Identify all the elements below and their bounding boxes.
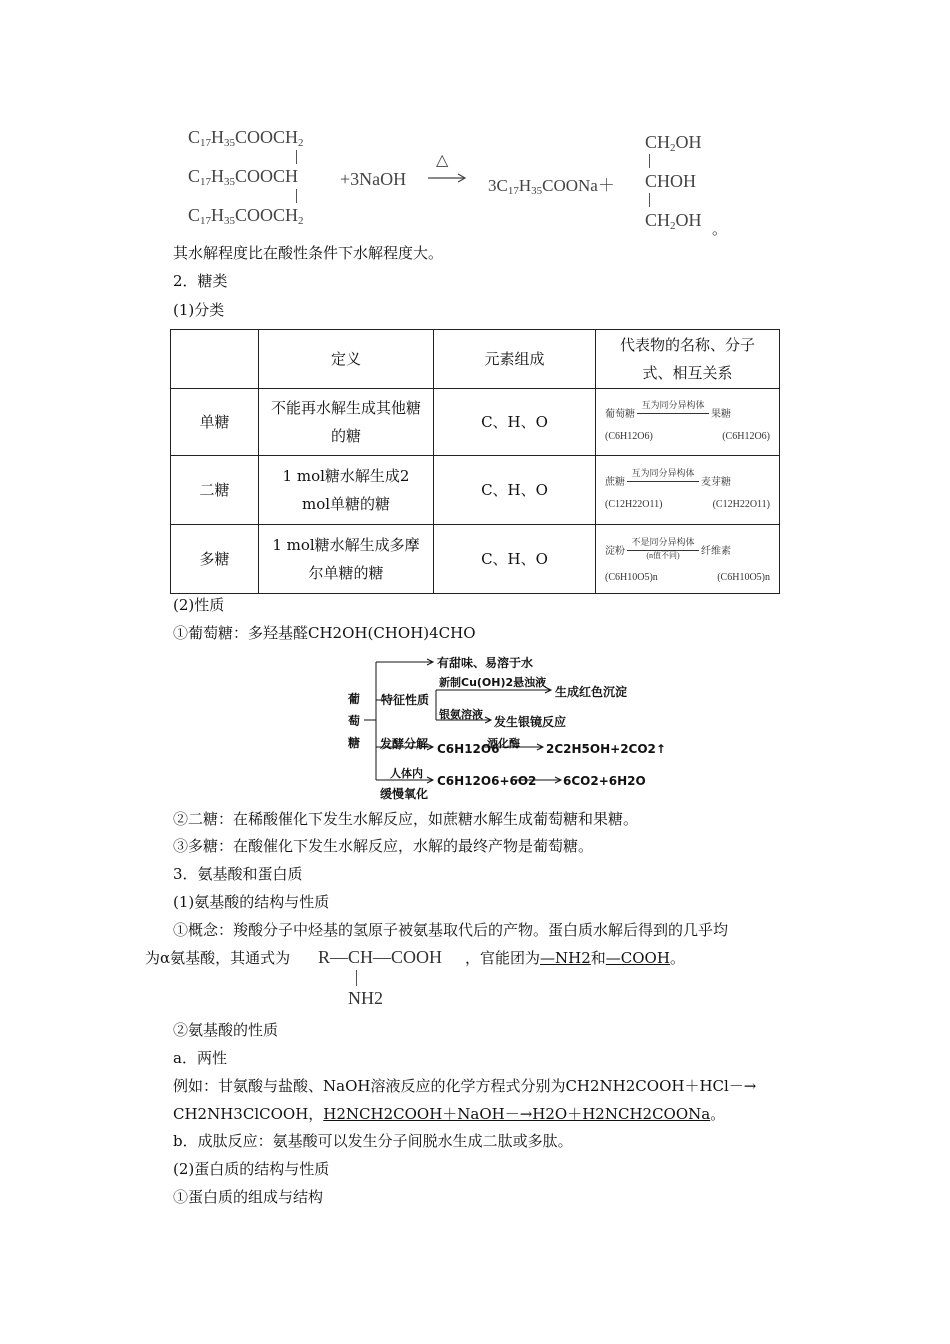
- hydrolysis-note: 其水解程度比在酸性条件下水解程度大。: [173, 244, 444, 262]
- section-3-1-heading: (1)氨基酸的结构与性质: [173, 893, 330, 911]
- example-line-1: 例如：甘氨酸与盐酸、NaOH溶液反应的化学方程式分别为CH2NH2COOH＋HCl－→: [173, 1077, 757, 1095]
- section-2-1-heading: (1)分类: [173, 301, 225, 319]
- concept-line-1: ①概念：羧酸分子中烃基的氢原子被氨基取代后的产物。蛋白质水解后得到的几乎均: [173, 921, 729, 939]
- table-row: [171, 525, 780, 594]
- peptide-line: b．成肽反应：氨基酸可以发生分子间脱水生成二肽或多肽。: [173, 1132, 573, 1150]
- table-header: 定义: [259, 330, 434, 389]
- tree-feature: 特征性质: [381, 693, 430, 707]
- tree-ferment-eq2: 2C2H5OH+2CO2↑: [546, 742, 666, 756]
- tree-ferment-eq1: C6H12O6: [437, 742, 500, 756]
- tree-sweet: 有甜味、易溶于水: [437, 656, 534, 670]
- sugar-relation: 葡萄糖 互为同分异构体 果糖 (C6H12O6) (C6H12O6): [596, 389, 780, 456]
- functional-group-carboxyl: —COOH: [605, 949, 670, 967]
- end-mark: 。: [712, 220, 728, 238]
- reagent: +3NaOH: [340, 169, 407, 189]
- ester-row-1: $C_{17}H_{35}COOCH_2$: [188, 127, 304, 149]
- tree-cuoh: 新制Cu(OH)2悬浊液: [439, 676, 547, 689]
- reaction-arrow: [428, 172, 468, 184]
- sugar-elements: C、H、O: [434, 389, 596, 456]
- tree-enzyme: 酒化酶: [487, 737, 520, 750]
- sugar-elements: C、H、O: [434, 525, 596, 594]
- sugar-relation: 淀粉 不是同分异构体 (n值不同) 纤维素 (C6H10O5)n (C6H10O5)n: [596, 525, 780, 594]
- bond-line: [356, 970, 357, 986]
- bond-line: [649, 154, 650, 168]
- amphoteric-heading: a．两性: [173, 1049, 227, 1067]
- tree-slow-ox: 缓慢氧化: [380, 787, 429, 801]
- glucose-line: ①葡萄糖：多羟基醛CH2OH(CHOH)4CHO: [173, 624, 476, 642]
- glycerol-row-3: $CH_2OH$: [645, 210, 702, 232]
- tree-mirror: 发生银镜反应: [494, 715, 567, 729]
- amino-properties-heading: ②氨基酸的性质: [173, 1021, 279, 1039]
- heat-condition: △: [436, 150, 449, 169]
- sugar-classification-table: [170, 329, 780, 594]
- sugar-relation: 蔗糖 互为同分异构体 麦芽糖 (C12H22O11) (C12H22O11): [596, 456, 780, 525]
- naoh-equation: H2NCH2COOH＋NaOH－→H2O＋H2NCH2COONa: [323, 1105, 711, 1123]
- bond-line: [296, 189, 297, 203]
- soap-product: $3C_{17}H_{35}COONa+$: [488, 176, 615, 197]
- sugar-name: 二糖: [171, 456, 259, 525]
- tree-body: 人体内: [390, 767, 423, 780]
- concept-line-2: 为α氨基酸，其通式为: [145, 949, 291, 967]
- polysaccharide-line: ③多糖：在酸催化下发生水解反应，水解的最终产物是葡萄糖。: [173, 837, 594, 855]
- disaccharide-line: ②二糖：在稀酸催化下发生水解反应，如蔗糖水解生成葡萄糖和果糖。: [173, 810, 639, 828]
- ester-row-3: $C_{17}H_{35}COOCH_2$: [188, 205, 304, 227]
- concept-line-2b: ，官能团为—NH2和—COOH。: [465, 949, 685, 967]
- tree-ox-eq1: C6H12O6+6O2: [437, 774, 537, 788]
- tree-ferment: 发酵分解: [380, 737, 429, 751]
- sugar-definition: 1 mol糖水解生成多摩尔单糖的糖: [259, 525, 434, 594]
- table-header-empty: [171, 330, 259, 389]
- sugar-definition: 不能再水解生成其他糖的糖: [259, 389, 434, 456]
- bond-line: [649, 193, 650, 207]
- section-3-heading: 3．氨基酸和蛋白质: [173, 865, 303, 883]
- amino-acid-general-formula: R—CH—COOH: [318, 947, 443, 967]
- sugar-definition: 1 mol糖水解生成2 mol单糖的糖: [259, 456, 434, 525]
- amino-group: NH2: [348, 988, 383, 1008]
- section-3-2-heading: (2)蛋白质的结构与性质: [173, 1160, 330, 1178]
- sugar-name: 多糖: [171, 525, 259, 594]
- tree-ox-eq2: 6CO2+6H2O: [563, 774, 646, 788]
- section-2-2-heading: (2)性质: [173, 596, 225, 614]
- ester-row-2: $C_{17}H_{35}COOCH$: [188, 166, 299, 188]
- table-row: [171, 389, 780, 456]
- tree-red: 生成红色沉淀: [555, 685, 628, 699]
- table-header: 代表物的名称、分子式、相互关系: [596, 330, 780, 389]
- example-line-2: CH2NH3ClCOOH，H2NCH2COOH＋NaOH－→H2O＋H2NCH2COONa。: [173, 1105, 726, 1123]
- tree-root: 葡 萄 糖: [348, 692, 361, 750]
- table-header: 元素组成: [434, 330, 596, 389]
- glycerol-row-2: CHOH: [645, 171, 697, 191]
- table-row: [171, 456, 780, 525]
- functional-group-amino: —NH2: [540, 949, 591, 967]
- section-2-heading: 2．糖类: [173, 272, 228, 290]
- tree-silver: 银氨溶液: [439, 708, 483, 721]
- protein-line: ①蛋白质的组成与结构: [173, 1188, 324, 1206]
- glycerol-row-1: $CH_2OH$: [645, 132, 702, 154]
- sugar-name: 单糖: [171, 389, 259, 456]
- bond-line: [296, 150, 297, 164]
- sugar-elements: C、H、O: [434, 456, 596, 525]
